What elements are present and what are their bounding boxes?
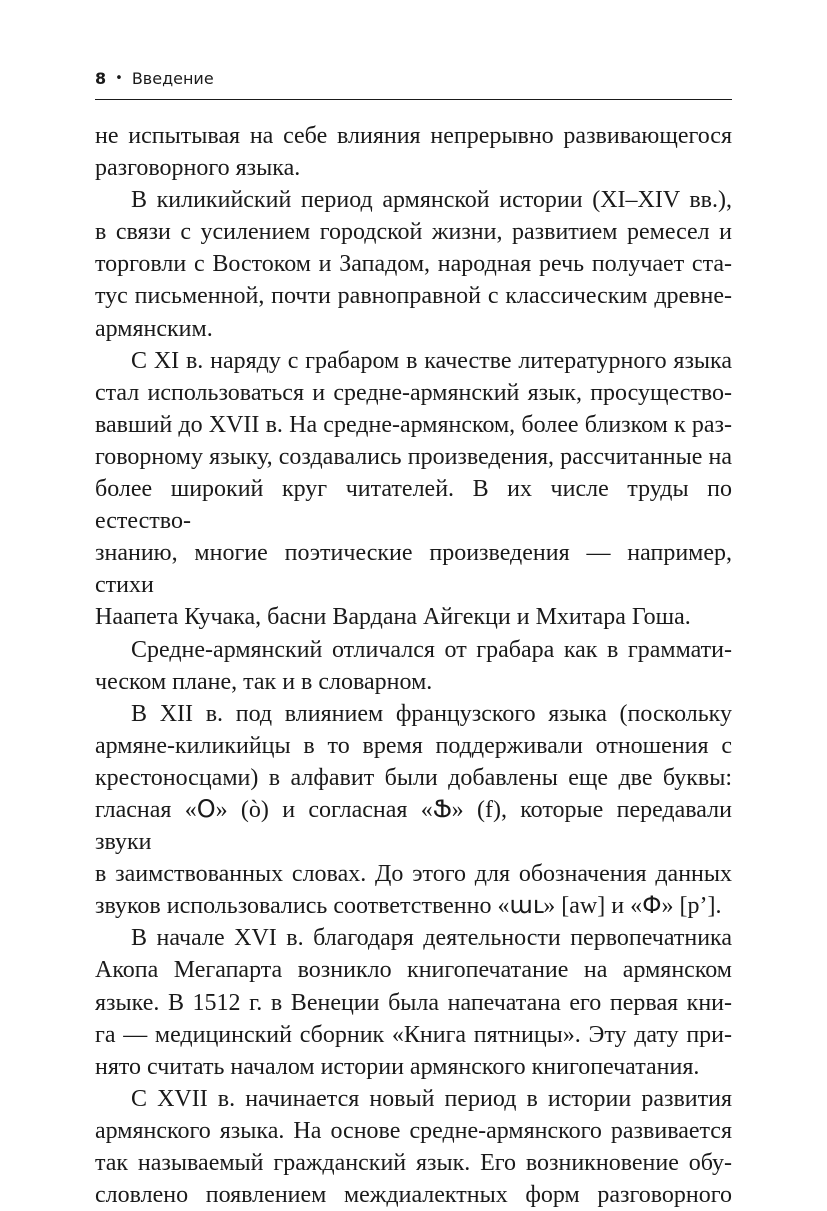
text-line: языке. В 1512 г. в Венеции была напечатана его первая кни-	[95, 989, 732, 1016]
text-line: в связи с усилением городской жизни, развитием ремесел и	[95, 219, 732, 246]
text-line: армянским.	[95, 315, 213, 342]
running-head	[95, 66, 732, 90]
text-line: нято считать началом истории армянского книгопечатания.	[95, 1053, 700, 1080]
text-line: га — медицинский сборник «Книга пятницы». Эту дату при-	[95, 1021, 732, 1048]
text-line: армяне-киликийцы в то время поддерживали отношения с	[95, 732, 732, 759]
paragraph	[95, 120, 732, 184]
text-line: звуков использовались соответственно «աւ» [aw] и «Փ» [p’].	[95, 893, 722, 920]
paragraph	[95, 634, 732, 698]
body-text	[95, 120, 732, 1211]
paragraph	[95, 1083, 732, 1211]
text-line: С XVII в. начинается новый период в истории развития	[131, 1085, 732, 1112]
text-line: не испытывая на себе влияния непрерывно развивающегося	[95, 123, 732, 149]
page-number: 8	[95, 68, 107, 88]
text-line: знанию, многие поэтические произведения — например, стихи	[95, 540, 732, 599]
text-line: С XI в. наряду с грабаром в качестве литературного языка	[131, 347, 732, 374]
text-line: гласная «Օ» (ò) и согласная «Ֆ» (f), которые передавали звуки	[95, 796, 732, 856]
text-line: Средне-армянский отличался от грабара как в граммати-	[131, 636, 732, 663]
header-separator: •	[115, 70, 123, 86]
text-line: словлено появлением междиалектных форм разговорного	[95, 1182, 732, 1209]
text-line: торговли с Востоком и Западом, народная речь получает ста-	[95, 251, 732, 278]
paragraph	[95, 184, 732, 344]
text-line: В киликийский период армянской истории (XI–XIV вв.),	[131, 187, 732, 214]
text-line: В начале XVI в. благодаря деятельности первопечатника	[131, 925, 732, 952]
paragraph	[95, 922, 732, 1082]
header-rule	[95, 99, 732, 100]
text-line: в заимствованных словах. До этого для обозначения данных	[95, 861, 732, 888]
text-line: так называемый гражданский язык. Его возникновение обу-	[95, 1150, 732, 1176]
text-line: говорному языку, создавались произведения, рассчитанные на	[95, 443, 732, 470]
text-line: более широкий круг читателей. В их числе труды по естество-	[95, 476, 732, 535]
text-line: ческом плане, так и в словарном.	[95, 668, 433, 695]
section-title: Введение	[131, 68, 214, 88]
text-line: В XII в. под влиянием французского языка (поскольку	[131, 700, 732, 727]
text-line: Наапета Кучака, басни Вардана Айгекци и Мхитара Гоша.	[95, 604, 691, 631]
text-line: стал использоваться и средне-армянский язык, просущество-	[95, 379, 732, 406]
text-line: армянского языка. На основе средне-армянского развивается	[95, 1117, 732, 1144]
text-line: крестоносцами) в алфавит были добавлены еще две буквы:	[95, 764, 732, 791]
paragraph	[95, 345, 732, 634]
text-line: разговорного языка.	[95, 155, 301, 182]
text-line: Акопа Мегапарта возникло книгопечатание на армянском	[95, 957, 732, 984]
text-line: вавший до XVII в. На средне-армянском, более близком к раз-	[95, 411, 732, 438]
paragraph	[95, 698, 732, 923]
text-line: тус письменной, почти равноправной с классическим древне-	[95, 283, 732, 310]
